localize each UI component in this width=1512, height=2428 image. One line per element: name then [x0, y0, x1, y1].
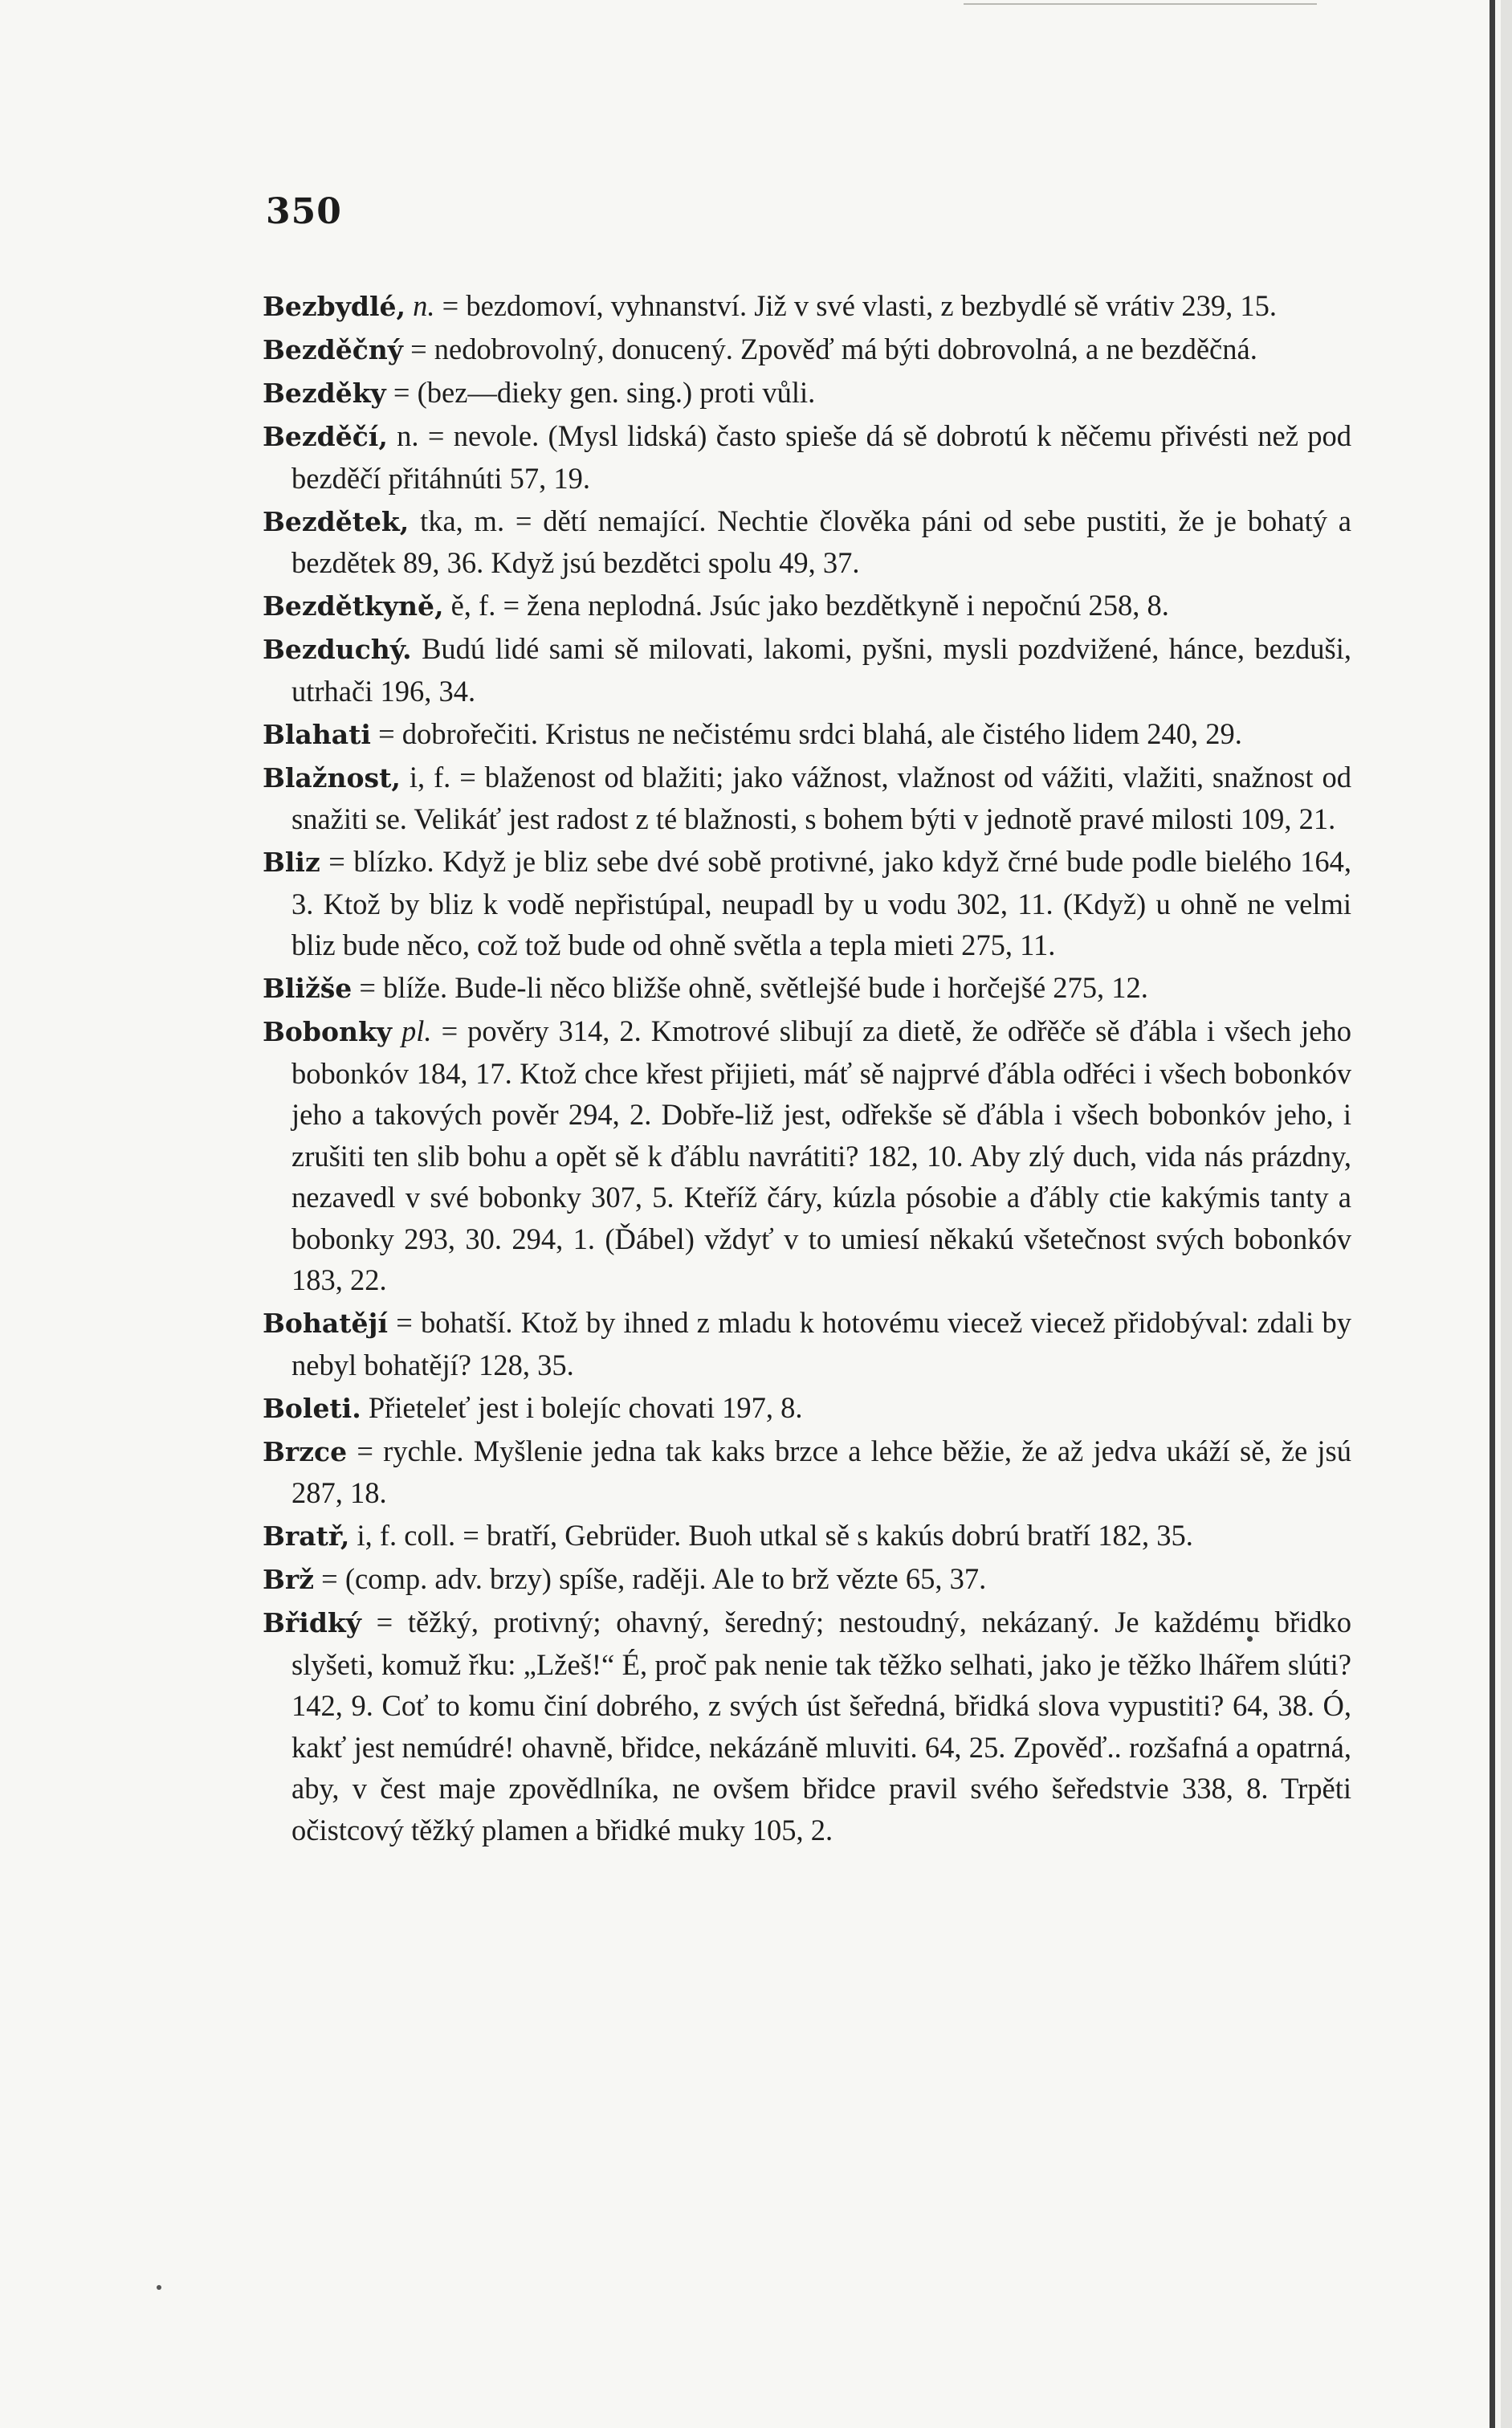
definition: = bohatší. Ktož by ihned z mladu k hotovému viecež viecež přidobýval: zdali by nebyl bohatějí? 128, 35. — [291, 1306, 1352, 1381]
page-number: 350 — [266, 191, 342, 232]
headword: Brzce — [263, 1435, 348, 1467]
definition: ě, f. = žena neplodná. Jsúc jako bezdětkyně i nepočnú 258, 8. — [450, 589, 1169, 622]
dictionary-entry — [263, 1602, 1351, 1851]
headword: Břidký — [263, 1607, 361, 1638]
definition: i, f. coll. = bratří, Gebrüder. Buoh utkal sě s kakús dobrú bratří 182, 35. — [357, 1519, 1193, 1552]
definition: = pověry 314, 2. Kmotrové slibují za dietě, že odřěče sě ďábla i všech jeho bobonkóv 184, 17. Ktož chce křest přijieti, máť sě najprvé ďábla odřéci i všech bobonkóv jeho a takových pověr 294, 2. Dobře-liž jest, odřekše sě ďábla i všech bobonkóv jeho, i zrušiti ten slib bohu a opět sě k ďáblu navrátiti? 182, 10. Aby zlý duch, vida nás prázdny, nezavedl v své bobonky 307, 5. Kteříž čáry, kúzla pósobie a ďábly ctie kakýmis tanty a bobonky 293, 30. 294, 1. (Ďábel) vždyť v to umiesí někakú všetečnost svých bobonkóv 183, 22. — [291, 1014, 1351, 1296]
headword: Bezděčí, — [263, 421, 388, 452]
definition: = blíže. Bude-li něco bližše ohně, světlejšé bude i horčejšé 275, 12. — [359, 971, 1148, 1004]
dictionary-entries — [263, 285, 1351, 1852]
headword: Bezděčný — [263, 334, 403, 365]
definition: = bezdomoví, vyhnanství. Již v své vlasti, z bezbydlé sě vrátiv 239, 15. — [442, 289, 1277, 322]
headword: Blahati — [263, 718, 371, 750]
grammar-label: pl. — [401, 1014, 432, 1047]
headword: Bezduchý. — [263, 634, 412, 665]
headword: Blažnost, — [263, 761, 401, 794]
dictionary-entry — [263, 285, 1351, 328]
dictionary-entry — [263, 713, 1351, 756]
dictionary-entry — [263, 1558, 1351, 1601]
scan-artifact-line — [964, 3, 1317, 5]
headword: Bratř, — [263, 1520, 350, 1552]
dictionary-entry — [263, 1010, 1351, 1301]
definition: = (bez—dieky gen. sing.) proti vůli. — [393, 376, 816, 409]
dictionary-entry — [263, 1302, 1351, 1385]
dictionary-entry — [263, 628, 1351, 712]
dictionary-entry — [263, 415, 1351, 499]
headword: Bližše — [263, 973, 353, 1004]
definition: i, f. = blaženost od blažiti; jako vážnost, vlažnost od vážiti, vlažiti, snažnost od snažiti se. Velikáť jest radost z té blažnosti, s bohem býti v jednotě pravé milosti 109, 21. — [291, 760, 1352, 835]
dictionary-entry — [263, 328, 1351, 371]
definition: Budú lidé sami sě milovati, lakomi, pyšni, mysli pozdvižené, hánce, bezduši, utrhači 196, 34. — [291, 632, 1351, 708]
headword: Bezdětek, — [263, 505, 410, 537]
definition: tka, m. = dětí nemající. Nechtie člověka páni od sebe pustiti, že je bohatý a bezdětek 89, 36. Když jsú bezdětci spolu 49, 37. — [291, 504, 1352, 579]
headword: Bezbydlé, — [263, 291, 406, 322]
dictionary-entry — [263, 841, 1351, 966]
definition: Přieteleť jest i bolejíc chovati 197, 8. — [368, 1390, 803, 1424]
headword: Bohatějí — [263, 1308, 388, 1339]
dictionary-entry — [263, 1430, 1351, 1514]
dictionary-entry — [263, 500, 1351, 584]
definition: = dobrořečiti. Kristus ne nečistému srdci blahá, ale čistého lidem 240, 29. — [378, 716, 1242, 750]
dictionary-entry — [263, 757, 1351, 840]
dictionary-entry — [263, 1387, 1351, 1430]
headword: Bliz — [263, 847, 320, 878]
headword: Bezděky — [263, 377, 386, 409]
definition: = (comp. adv. brzy) spíše, raději. Ale to brž vězte 65, 37. — [321, 1562, 987, 1595]
page-edge — [1501, 0, 1512, 2428]
dictionary-entry — [263, 1515, 1351, 1557]
dictionary-entry — [263, 372, 1351, 414]
definition: = rychle. Myšlenie jedna tak kaks brzce a lehce běžie, že až jedva ukáží sě, že jsú 287, 18. — [291, 1434, 1352, 1509]
definition: = těžký, protivný; ohavný, šeredný; nestoudný, nekázaný. Je každému břidko slyšeti, komuž řku: „Lžeš!“ É, proč pak nenie tak těžko selhati, jako je těžko lhářem slúti? 142, 9. Coť to komu činí dobrého, z svých úst šeředná, břidká slova vypustiti? 64, 38. Ó, kakť jest nemúdré! ohavně, břidce, nekázáně mluviti. 64, 25. Zpověď.. rozšafná a opatrná, aby, v čest maje zpovědlníka, ne ovšem břidce pravil svého šeředstvie 338, 8. Trpěti očistcový těžký plamen a břidké muky 105, 2. — [291, 1606, 1351, 1847]
grammar-label: n. — [413, 289, 435, 322]
definition: = nedobrovolný, donucený. Zpověď má býti dobrovolná, a ne bezděčná. — [410, 333, 1257, 365]
scan-artifact-dot — [157, 2285, 161, 2290]
headword: Boleti. — [263, 1392, 361, 1424]
dictionary-entry — [263, 967, 1351, 1010]
definition: n. = nevole. (Mysl lidská) často spieše dá sě dobrotú k něčemu přivésti než pod bezděčí přitáhnúti 57, 19. — [291, 419, 1351, 495]
headword: Brž — [263, 1564, 315, 1595]
dictionary-entry — [263, 585, 1351, 627]
headword: Bobonky — [263, 1016, 393, 1047]
definition: = blízko. Když je bliz sebe dvé sobě protivné, jako když črné bude podle bielého 164, 3. Ktož by bliz k vodě nepřistúpal, neupadl by u vodu 302, 11. (Když) u ohně ne velmi bliz bude něco, což tož bude od ohně světla a tepla mieti 275, 11. — [291, 845, 1352, 961]
headword: Bezdětkyně, — [263, 590, 444, 622]
